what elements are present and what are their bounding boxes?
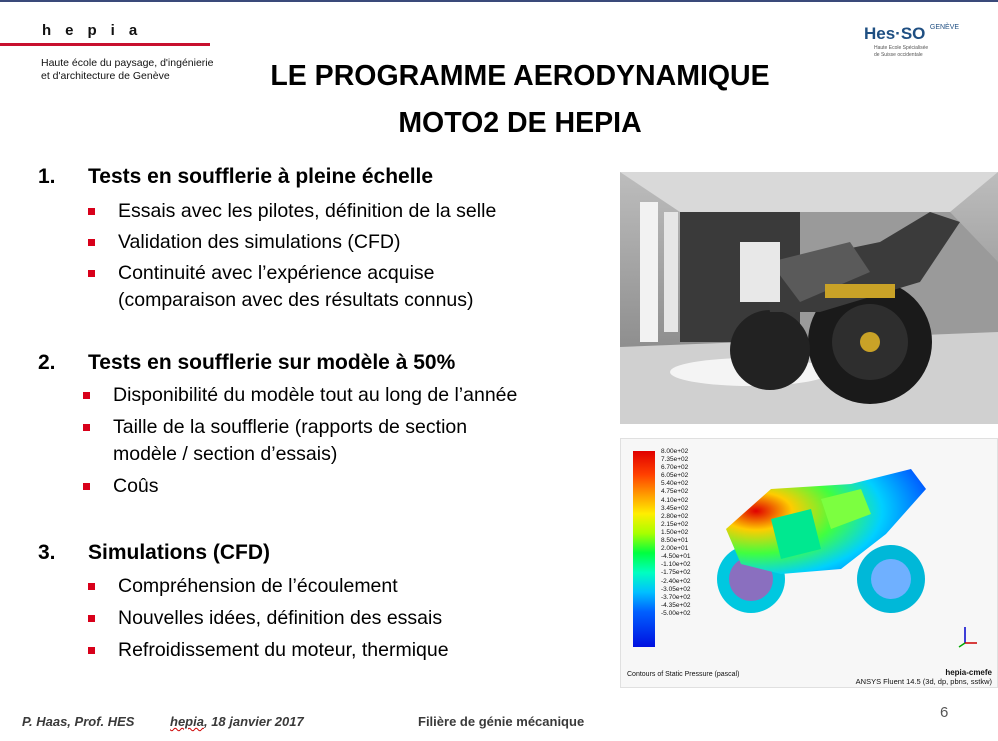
color-scale-label: -3.05e+02 (661, 585, 691, 593)
hes-so-logo-name: Hes·SO (864, 24, 926, 43)
color-scale-label: -5.00e+02 (661, 609, 691, 617)
bullet-text: modèle / section d’essais) (113, 443, 338, 465)
bullet-text: Refroidissement du moteur, thermique (118, 639, 449, 661)
cfd-credit-solver: ANSYS Fluent 14.5 (3d, dp, pbns, sstkw) (855, 677, 992, 686)
color-scale-label: 8.50e+01 (661, 537, 689, 545)
section-title: Tests en soufflerie à pleine échelle (88, 165, 434, 188)
footer-author: P. Haas, Prof. HES (22, 714, 135, 729)
color-scale-labels (661, 448, 690, 618)
cfd-caption: Contours of Static Pressure (pascal) (627, 671, 740, 678)
section-title: Tests en soufflerie sur modèle à 50% (88, 351, 456, 374)
bullet-marker (88, 583, 95, 590)
color-scale-label: 1.50e+02 (661, 528, 689, 536)
slide-title (200, 53, 840, 147)
color-scale-label: 2.15e+02 (661, 520, 689, 528)
section-number: 3. (38, 541, 56, 564)
footer-org-date (170, 714, 304, 729)
color-scale-label: 2.00e+01 (661, 545, 689, 553)
bullet-text: Taille de la soufflerie (rapports de section (113, 416, 468, 438)
color-scale-label: 3.45e+02 (661, 504, 689, 512)
color-scale-label: 8.00e+02 (661, 448, 689, 455)
top-border-line (0, 0, 998, 2)
bullet-text: (comparaison avec des résultats connus) (118, 289, 474, 311)
wind-tunnel-photo-drawing (620, 172, 998, 424)
bullet-text: Essais avec les pilotes, définition de la selle (118, 200, 497, 222)
section-number: 1. (38, 165, 56, 188)
bullet-marker (88, 615, 95, 622)
bullet-text: Continuité avec l’expérience acquise (118, 262, 435, 284)
color-scale-bar (633, 451, 655, 647)
wind-tunnel-photo (620, 172, 998, 424)
cfd-credit-author: hepia-cmefe (945, 668, 992, 677)
footer-org: hepia (170, 714, 204, 729)
page-number: 6 (940, 704, 949, 721)
color-scale-label: 7.35e+02 (661, 456, 689, 464)
bullet-text: Disponibilité du modèle tout au long de l’année (113, 384, 518, 406)
hes-so-logo-sub-1: Haute Ecole Spécialisée (874, 45, 929, 51)
bullet-marker (83, 392, 90, 399)
bullet-marker (88, 239, 95, 246)
hepia-logo: hepia (42, 22, 152, 39)
school-name-line-1: Haute école du paysage, d'ingénierie (41, 57, 214, 69)
color-scale-label: -1.75e+02 (661, 569, 691, 577)
bullet-marker (88, 208, 95, 215)
slide-title-line-2: MOTO2 DE HEPIA (398, 107, 642, 139)
hepia-logo-red-bar (0, 43, 210, 46)
bullet-marker (88, 270, 95, 277)
motorcycle-pressure-render (711, 459, 941, 639)
school-name-line-2: et d'architecture de Genève (41, 70, 170, 82)
hes-so-logo (864, 24, 984, 64)
cfd-credit (856, 668, 992, 686)
color-scale-label: 4.75e+02 (661, 488, 689, 496)
color-scale-label: 4.10e+02 (661, 496, 689, 504)
cfd-pressure-figure (620, 438, 998, 688)
bullet-text: Validation des simulations (CFD) (118, 231, 401, 253)
hes-so-logo-sub-2: de Suisse occidentale (874, 52, 923, 58)
color-scale-label: -1.10e+02 (661, 561, 691, 569)
color-scale-label: 6.70e+02 (661, 464, 689, 472)
color-scale-label: 5.40e+02 (661, 480, 689, 488)
color-scale-label: -3.70e+02 (661, 593, 691, 601)
bullet-marker (88, 647, 95, 654)
footer-department: Filière de génie mécanique (418, 714, 585, 729)
bullet-text: Coûs (113, 475, 159, 497)
hes-so-logo-suffix: GENÈVE (929, 24, 960, 31)
bullet-text: Nouvelles idées, définition des essais (118, 607, 443, 629)
color-scale-label: -2.40e+02 (661, 577, 691, 585)
bullet-text: Compréhension de l’écoulement (118, 575, 398, 597)
section-number: 2. (38, 351, 56, 374)
slide-title-line-1: LE PROGRAMME AERODYNAMIQUE (270, 60, 770, 92)
color-scale-label: 2.80e+02 (661, 512, 689, 520)
color-scale-label: -4.50e+01 (661, 553, 691, 561)
footer-date: , 18 janvier 2017 (203, 714, 304, 729)
color-scale-label: 6.05e+02 (661, 472, 689, 480)
bullet-marker (83, 424, 90, 431)
section-title: Simulations (CFD) (88, 541, 270, 564)
axis-triad-icon (957, 625, 979, 649)
bullet-marker (83, 483, 90, 490)
color-scale-label: -4.35e+02 (661, 601, 691, 609)
